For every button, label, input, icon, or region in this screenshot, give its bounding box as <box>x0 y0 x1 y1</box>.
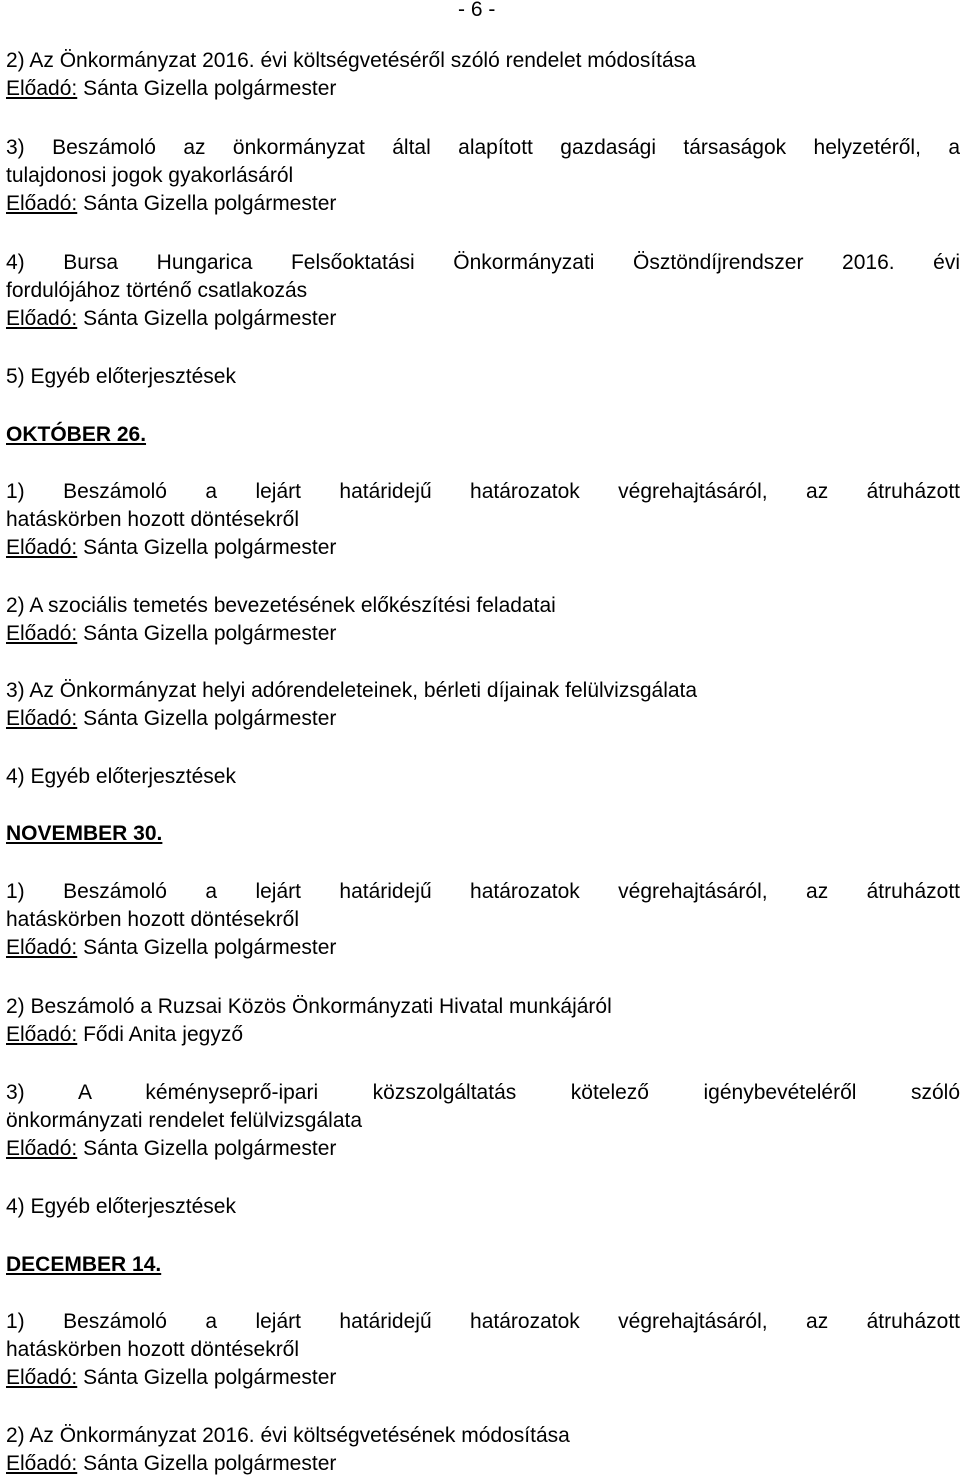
agenda-item-text: 2) Az Önkormányzat 2016. évi költségvetésének módosítása <box>6 1424 570 1447</box>
presenter-line <box>6 620 336 648</box>
presenter-label: Előadó: <box>6 1366 78 1389</box>
agenda-item-text: fordulójához történő csatlakozás <box>6 279 308 302</box>
agenda-item-text: 4) Egyéb előterjesztések <box>6 1195 236 1218</box>
agenda-item-text: 2) Az Önkormányzat 2016. évi költségvetéséről szóló rendelet módosítása <box>6 49 696 72</box>
page-number: - 6 - <box>458 0 496 21</box>
presenter-line <box>6 534 336 562</box>
presenter-label: Előadó: <box>6 707 78 730</box>
presenter-label: Előadó: <box>6 622 78 645</box>
presenter-name: Sánta Gizella polgármester <box>83 77 337 100</box>
agenda-item-text: hatáskörben hozott döntésekről <box>6 508 300 531</box>
section-heading-december: DECEMBER 14. <box>6 1253 162 1276</box>
presenter-label: Előadó: <box>6 192 78 215</box>
agenda-item-text: 1) Beszámoló a lejárt határidejű határozatok végrehajtásáról, az átruházott <box>6 880 960 903</box>
presenter-label: Előadó: <box>6 307 78 330</box>
presenter-line <box>6 75 336 103</box>
agenda-item-text: 5) Egyéb előterjesztések <box>6 365 236 388</box>
presenter-line <box>6 934 336 962</box>
presenter-label: Előadó: <box>6 1023 78 1046</box>
agenda-item-text: 3) Beszámoló az önkormányzat által alapított gazdasági társaságok helyzetéről, a <box>6 136 960 159</box>
agenda-item-text: 3) Az Önkormányzat helyi adórendeleteinek, bérleti díjainak felülvizsgálata <box>6 679 698 702</box>
agenda-item-text: 2) Beszámoló a Ruzsai Közös Önkormányzati Hivatal munkájáról <box>6 995 612 1018</box>
agenda-item-text: 4) Egyéb előterjesztések <box>6 765 236 788</box>
section-heading-october: OKTÓBER 26. <box>6 423 147 446</box>
presenter-label: Előadó: <box>6 536 78 559</box>
agenda-item-text: hatáskörben hozott döntésekről <box>6 908 300 931</box>
presenter-line <box>6 305 336 333</box>
presenter-name: Sánta Gizella polgármester <box>83 307 337 330</box>
presenter-line <box>6 1364 336 1392</box>
presenter-name: Sánta Gizella polgármester <box>83 536 337 559</box>
agenda-item-text: hatáskörben hozott döntésekről <box>6 1338 300 1361</box>
agenda-item-text: 2) A szociális temetés bevezetésének előkészítési feladatai <box>6 594 556 617</box>
presenter-name: Sánta Gizella polgármester <box>83 936 337 959</box>
presenter-label: Előadó: <box>6 1452 78 1475</box>
presenter-name: Sánta Gizella polgármester <box>83 1452 337 1475</box>
presenter-line <box>6 1021 243 1049</box>
presenter-name: Fődi Anita jegyző <box>83 1023 244 1046</box>
agenda-item-text: 1) Beszámoló a lejárt határidejű határozatok végrehajtásáról, az átruházott <box>6 480 960 503</box>
presenter-line <box>6 190 336 218</box>
presenter-name: Sánta Gizella polgármester <box>83 1366 337 1389</box>
agenda-item-text: 3) A kéményseprő-ipari közszolgáltatás kötelező igénybevételéről szóló <box>6 1081 960 1104</box>
presenter-label: Előadó: <box>6 936 78 959</box>
agenda-item-text: 1) Beszámoló a lejárt határidejű határozatok végrehajtásáról, az átruházott <box>6 1310 960 1333</box>
presenter-line <box>6 705 336 733</box>
section-heading-november: NOVEMBER 30. <box>6 822 163 845</box>
agenda-item-text: tulajdonosi jogok gyakorlásáról <box>6 164 294 187</box>
agenda-item-text: 4) Bursa Hungarica Felsőoktatási Önkormányzati Ösztöndíjrendszer 2016. évi <box>6 251 960 274</box>
presenter-label: Előadó: <box>6 1137 78 1160</box>
presenter-name: Sánta Gizella polgármester <box>83 192 337 215</box>
presenter-name: Sánta Gizella polgármester <box>83 707 337 730</box>
presenter-line <box>6 1450 336 1478</box>
presenter-label: Előadó: <box>6 77 78 100</box>
agenda-item-text: önkormányzati rendelet felülvizsgálata <box>6 1109 363 1132</box>
presenter-name: Sánta Gizella polgármester <box>83 622 337 645</box>
presenter-line <box>6 1135 336 1163</box>
presenter-name: Sánta Gizella polgármester <box>83 1137 337 1160</box>
